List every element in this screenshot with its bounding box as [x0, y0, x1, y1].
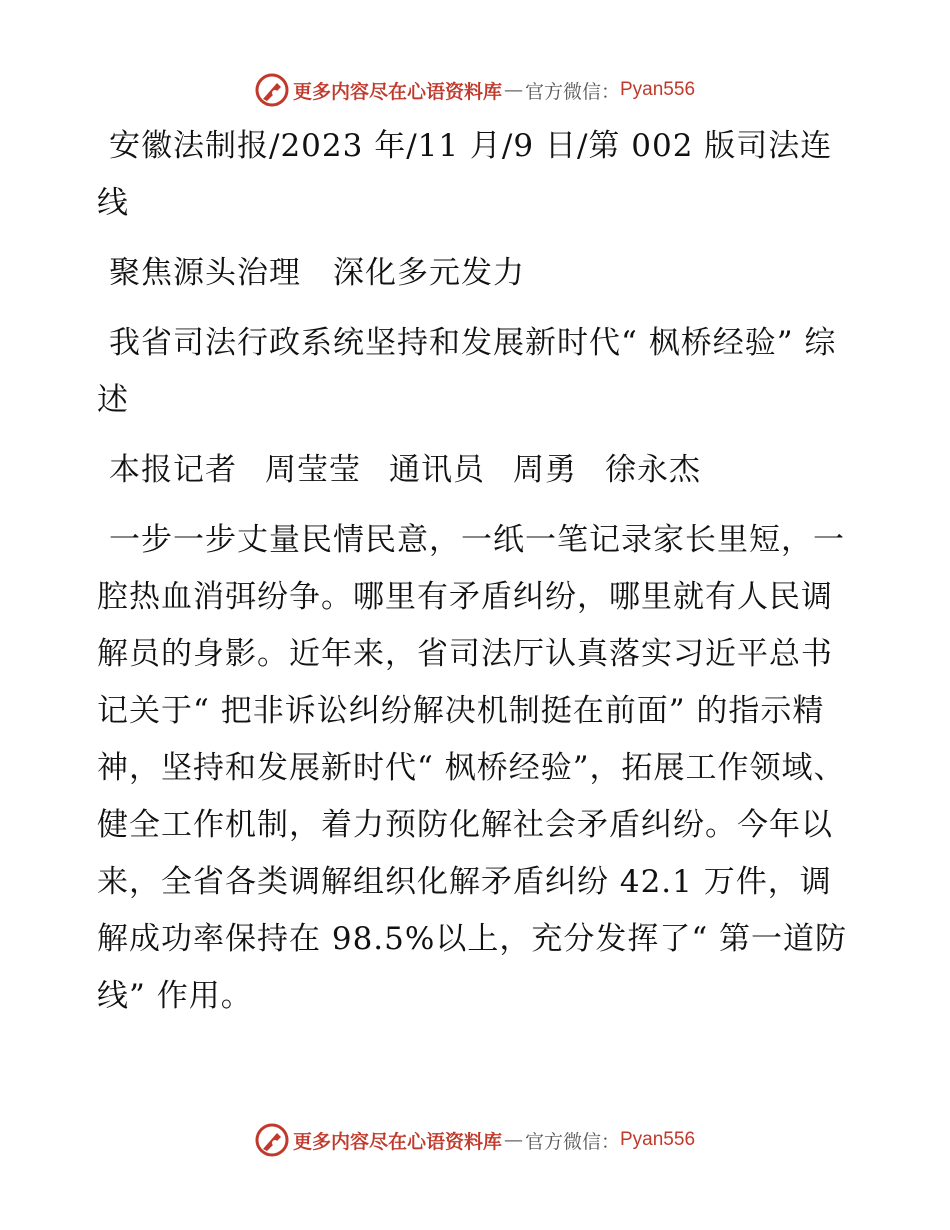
- body-paragraph: 一步一步丈量民情民意，一纸一笔记录家长里短，一腔热血消弭纷争。哪里有矛盾纠纷，哪里就有人民调解员的身影。近年来，省司法厅认真落实习近平总书记关于“ 把非诉讼纠纷解决机制挺在前面” 的指示精神，坚持和发展新时代“ 枫桥经验”，拓展工作领域、健全工作机制，着力预防化解社会矛盾纠纷。今年以来，全省各类调解组织化解矛盾纠纷 42.1 万件，调解成功率保持在 98.5%以上，充分发挥了“ 第一道防线” 作用。: [97, 522, 848, 1014]
- subheadline: 我省司法行政系统坚持和发展新时代“ 枫桥经验” 综述: [97, 325, 837, 418]
- watermark-text: 更多内容尽在心语资料库: [292, 80, 502, 103]
- correspondent-label: 通讯员: [389, 452, 485, 488]
- watermark-separator: —: [503, 1129, 523, 1151]
- watermark-id: Pyan556: [620, 1129, 696, 1150]
- article: [97, 118, 853, 1038]
- watermark-text: 更多内容尽在心语资料库: [292, 1130, 502, 1153]
- pen-logo-icon: [255, 1123, 289, 1157]
- watermark-id: Pyan556: [620, 79, 696, 100]
- correspondent-name: 徐永杰: [605, 452, 701, 488]
- reporter-label: 本报记者: [109, 452, 237, 488]
- correspondent-name: 周勇: [513, 452, 577, 488]
- byline: [97, 442, 853, 499]
- reporter-name: 周莹莹: [265, 452, 361, 488]
- watermark-label: 官方微信：: [524, 80, 620, 103]
- headline: 聚焦源头治理 深化多元发力: [109, 255, 525, 291]
- watermark-label: 官方微信：: [524, 1130, 620, 1153]
- source-line: 安徽法制报/2023 年/11 月/9 日/第 002 版司法连线: [97, 128, 833, 221]
- pen-logo-icon: [255, 73, 289, 107]
- watermark-banner-top: [0, 70, 950, 110]
- watermark-separator: —: [503, 79, 523, 101]
- watermark-banner-bottom: [0, 1120, 950, 1160]
